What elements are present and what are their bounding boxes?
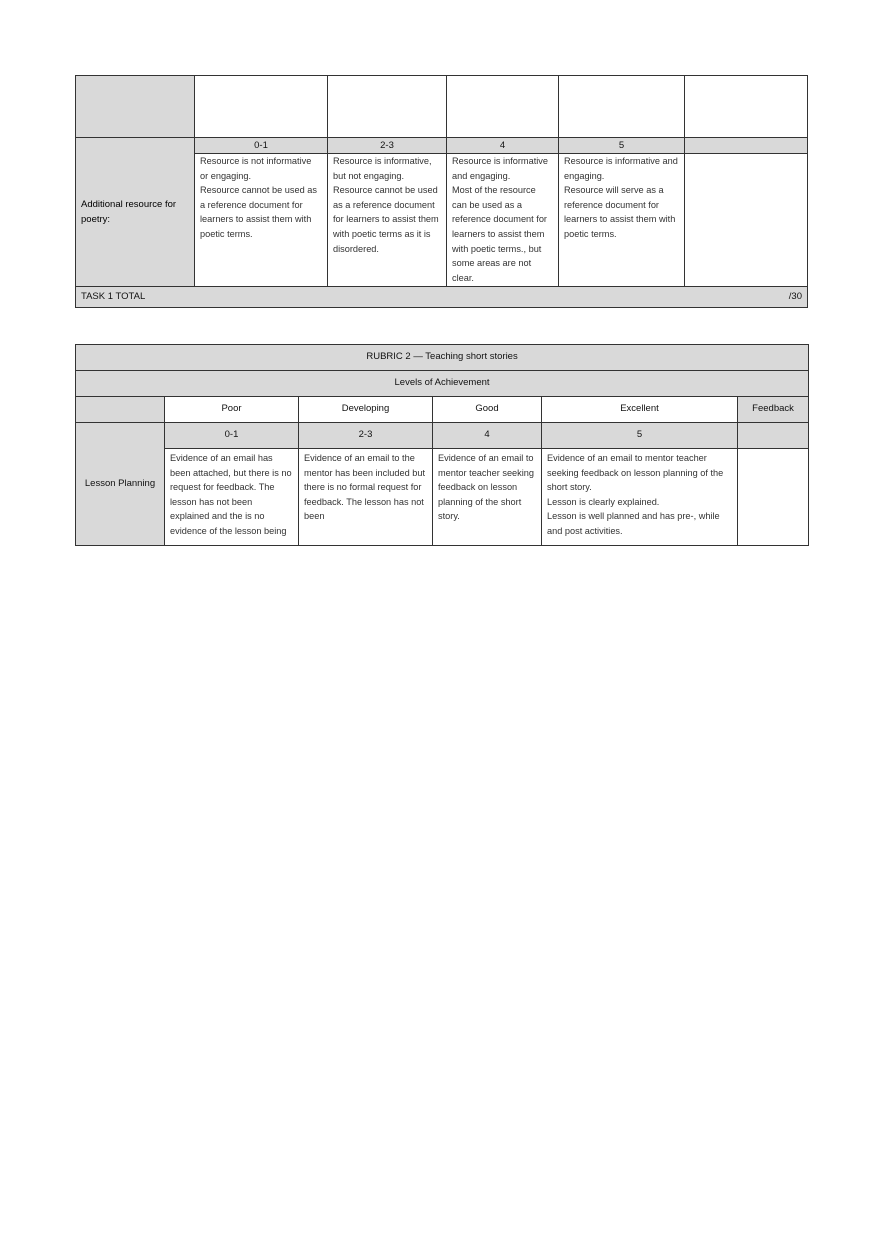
descriptor-text: Resource is informative and engaging. Resource will serve as a reference document for learners to assist them with poetic terms. [564,156,678,239]
feedback-score-cell [738,423,809,449]
criterion-label [76,138,195,287]
level-name: Excellent [542,397,738,423]
empty-cell [685,76,808,138]
table-row [76,76,808,138]
feedback-header: Feedback [738,397,809,423]
score-cell: 2-3 [299,423,433,449]
level-name: Poor [165,397,299,423]
descriptor-cell [542,449,738,546]
blank-header-cell [76,397,165,423]
rubric-2-table [75,344,809,546]
descriptor-text: Resource is not informative or engaging. Resource cannot be used as a reference document for learners to assist them with poetic terms. [200,156,317,239]
descriptor-text: Evidence of an email to mentor teacher seeking feedback on lesson planning of the short story. Lesson is clearly explained. Lesson is well planned and has pre-, while and post activities. [547,453,724,536]
criterion-label: Lesson Planning [76,423,165,546]
score-cell: 4 [433,423,542,449]
descriptor-cell [299,449,433,546]
score-header-row [76,138,808,154]
score-cell: 2-3 [328,138,447,154]
criterion-cell-top [76,76,195,138]
total-row [76,287,808,308]
empty-cell [195,76,328,138]
empty-cell [447,76,559,138]
levels-heading: Levels of Achievement [76,371,809,397]
total-label: TASK 1 TOTAL [81,291,146,302]
score-cell: 5 [542,423,738,449]
score-cell: 0-1 [165,423,299,449]
score-header-row [76,423,809,449]
levels-heading-row [76,371,809,397]
descriptor-cell [433,449,542,546]
descriptor-text: Resource is informative, but not engaging. Resource cannot be used as a reference document for learners to assist them with poetic terms as it is disordered. [333,156,439,254]
descriptor-text: Resource is informative and engaging. Most of the resource can be used as a reference document for learners to assist them with poetic terms., but some areas are not clear. [452,156,548,283]
descriptor-cell [165,449,299,546]
rubric-1-continuation-table [75,75,808,308]
rubric-title-row [76,345,809,371]
total-cell [76,287,808,308]
descriptor-row [76,449,809,546]
descriptor-cell [328,154,447,287]
level-name: Developing [299,397,433,423]
rubric-title: RUBRIC 2 — Teaching short stories [76,345,809,371]
total-value: /30 [788,291,802,302]
descriptor-text: Evidence of an email to the mentor has been included but there is no formal request for feedback. The lesson has not been [304,453,426,522]
descriptor-cell [559,154,685,287]
descriptor-cell [195,154,328,287]
feedback-cell [685,154,808,287]
descriptor-text: Evidence of an email to mentor teacher seeking feedback on lesson planning of the short story. [438,453,535,522]
score-cell: 0-1 [195,138,328,154]
score-cell: 4 [447,138,559,154]
descriptor-text: Evidence of an email has been attached, but there is no request for feedback. The lesson has not been explained and the is no evidence of the lesson being [170,453,292,536]
descriptor-cell [447,154,559,287]
level-name: Good [433,397,542,423]
empty-cell [328,76,447,138]
level-names-row [76,397,809,423]
empty-cell [559,76,685,138]
score-cell: 5 [559,138,685,154]
criterion-text: Additional resource for poetry: [81,199,177,225]
feedback-cell [738,449,809,546]
feedback-score-cell [685,138,808,154]
